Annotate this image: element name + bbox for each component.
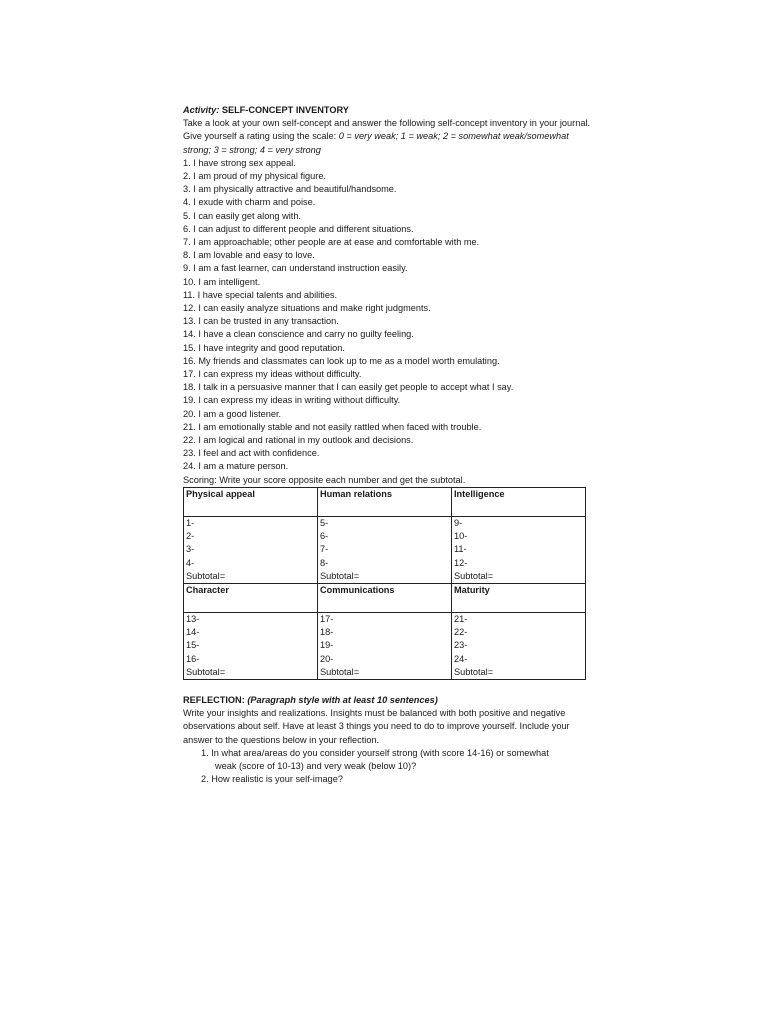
activity-label: Activity: (183, 105, 220, 115)
reflection-label: REFLECTION: (183, 694, 245, 705)
subtotal-line: Subtotal= (454, 570, 494, 581)
reflection-questions (183, 747, 593, 787)
inventory-list (183, 157, 593, 474)
header-communications: Communications (318, 583, 452, 612)
inventory-item: 22. I am logical and rational in my outlook and decisions. (183, 435, 414, 446)
score-cell-communications (318, 612, 452, 679)
score-line: 13- (186, 613, 200, 624)
score-line: 17- (320, 613, 334, 624)
score-cell-maturity (452, 612, 586, 679)
score-line: 20- (320, 653, 334, 664)
reflection-body: Write your insights and realizations. Insights must be balanced with both positive and negative observations about self. Have at least 3 things you need to do to improve yourself. Include your answer to the questions below in your reflection. (183, 708, 570, 745)
instructions-text: Take a look at your own self-concept and answer the following self-concept inventory in your journal. Give yourself a rating using the scale: (183, 118, 591, 142)
inventory-item: 10. I am intelligent. (183, 276, 261, 287)
inventory-item: 16. My friends and classmates can look up to me as a model worth emulating. (183, 355, 500, 366)
inventory-item: 15. I have integrity and good reputation. (183, 342, 345, 353)
score-cell-character (184, 612, 318, 679)
subtotal-line: Subtotal= (320, 570, 360, 581)
score-line: 12- (454, 557, 468, 568)
document-page (183, 104, 593, 786)
score-line: 11- (454, 544, 467, 555)
inventory-item: 14. I have a clean conscience and carry no guilty feeling. (183, 329, 414, 340)
score-cell-intelligence (452, 516, 586, 583)
reflection-section (183, 694, 593, 786)
table-row (184, 516, 586, 583)
inventory-item: 3. I am physically attractive and beautiful/handsome. (183, 184, 397, 195)
activity-heading (183, 104, 593, 117)
inventory-item: 6. I can adjust to different people and different situations. (183, 223, 414, 234)
scoring-instructions: Scoring: Write your score opposite each number and get the subtotal. (183, 474, 466, 485)
subtotal-line: Subtotal= (320, 666, 360, 677)
reflection-heading (183, 694, 593, 707)
subtotal-line: Subtotal= (186, 570, 226, 581)
score-line: 18- (320, 627, 334, 638)
table-header-row (184, 487, 586, 516)
question-2: 2. How realistic is your self-image? (201, 774, 343, 785)
inventory-item: 21. I am emotionally stable and not easily rattled when faced with trouble. (183, 421, 482, 432)
table-row (184, 612, 586, 679)
inventory-item: 2. I am proud of my physical figure. (183, 171, 326, 182)
score-line: 3- (186, 544, 195, 555)
score-cell-physical-appeal (184, 516, 318, 583)
inventory-item: 13. I can be trusted in any transaction. (183, 316, 339, 327)
score-line: 22- (454, 627, 468, 638)
activity-instructions (183, 117, 593, 157)
header-human-relations: Human relations (318, 487, 452, 516)
score-line: 1- (186, 517, 195, 528)
question-1: 1. In what area/areas do you consider yourself strong (with score 14-16) or somewhat (201, 747, 549, 758)
subtotal-line: Subtotal= (454, 666, 494, 677)
score-line: 5- (320, 517, 329, 528)
inventory-item: 24. I am a mature person. (183, 461, 289, 472)
score-line: 19- (320, 640, 334, 651)
activity-title: SELF-CONCEPT INVENTORY (221, 105, 349, 115)
score-line: 2- (186, 531, 195, 542)
rating-scale: 0 = very weak; 1 = weak; 2 = somewhat weak/somewhat strong; 3 = strong; 4 = very strong (183, 131, 569, 155)
table-header-row (184, 583, 586, 612)
score-line: 4- (186, 557, 195, 568)
inventory-item: 19. I can express my ideas in writing without difficulty. (183, 395, 401, 406)
header-maturity: Maturity (452, 583, 586, 612)
scoring-table (183, 487, 586, 680)
score-line: 15- (186, 640, 200, 651)
score-line: 21- (454, 613, 468, 624)
inventory-item: 17. I can express my ideas without difficulty. (183, 369, 362, 380)
score-line: 7- (320, 544, 329, 555)
header-character: Character (184, 583, 318, 612)
inventory-item: 1. I have strong sex appeal. (183, 157, 296, 168)
score-line: 23- (454, 640, 468, 651)
score-line: 24- (454, 653, 468, 664)
score-line: 9- (454, 517, 463, 528)
score-line: 10- (454, 531, 468, 542)
score-line: 8- (320, 557, 329, 568)
question-1-continued: weak (score of 10-13) and very weak (below 10)? (215, 760, 417, 771)
inventory-item: 12. I can easily analyze situations and make right judgments. (183, 303, 431, 314)
inventory-item: 4. I exude with charm and poise. (183, 197, 316, 208)
header-intelligence: Intelligence (452, 487, 586, 516)
reflection-note: (Paragraph style with at least 10 sentences) (247, 694, 438, 705)
inventory-item: 11. I have special talents and abilities. (183, 289, 338, 300)
activity-intro (183, 104, 593, 157)
inventory-item: 5. I can easily get along with. (183, 210, 301, 221)
inventory-item: 18. I talk in a persuasive manner that I can easily get people to accept what I say. (183, 382, 514, 393)
score-line: 6- (320, 531, 329, 542)
score-line: 14- (186, 627, 200, 638)
inventory-item: 7. I am approachable; other people are at ease and comfortable with me. (183, 237, 480, 248)
inventory-item: 9. I am a fast learner, can understand instruction easily. (183, 263, 408, 274)
inventory-item: 20. I am a good listener. (183, 408, 282, 419)
inventory-item: 8. I am lovable and easy to love. (183, 250, 315, 261)
inventory-item: 23. I feel and act with confidence. (183, 448, 320, 459)
score-cell-human-relations (318, 516, 452, 583)
subtotal-line: Subtotal= (186, 666, 226, 677)
header-physical-appeal: Physical appeal (184, 487, 318, 516)
score-line: 16- (186, 653, 200, 664)
